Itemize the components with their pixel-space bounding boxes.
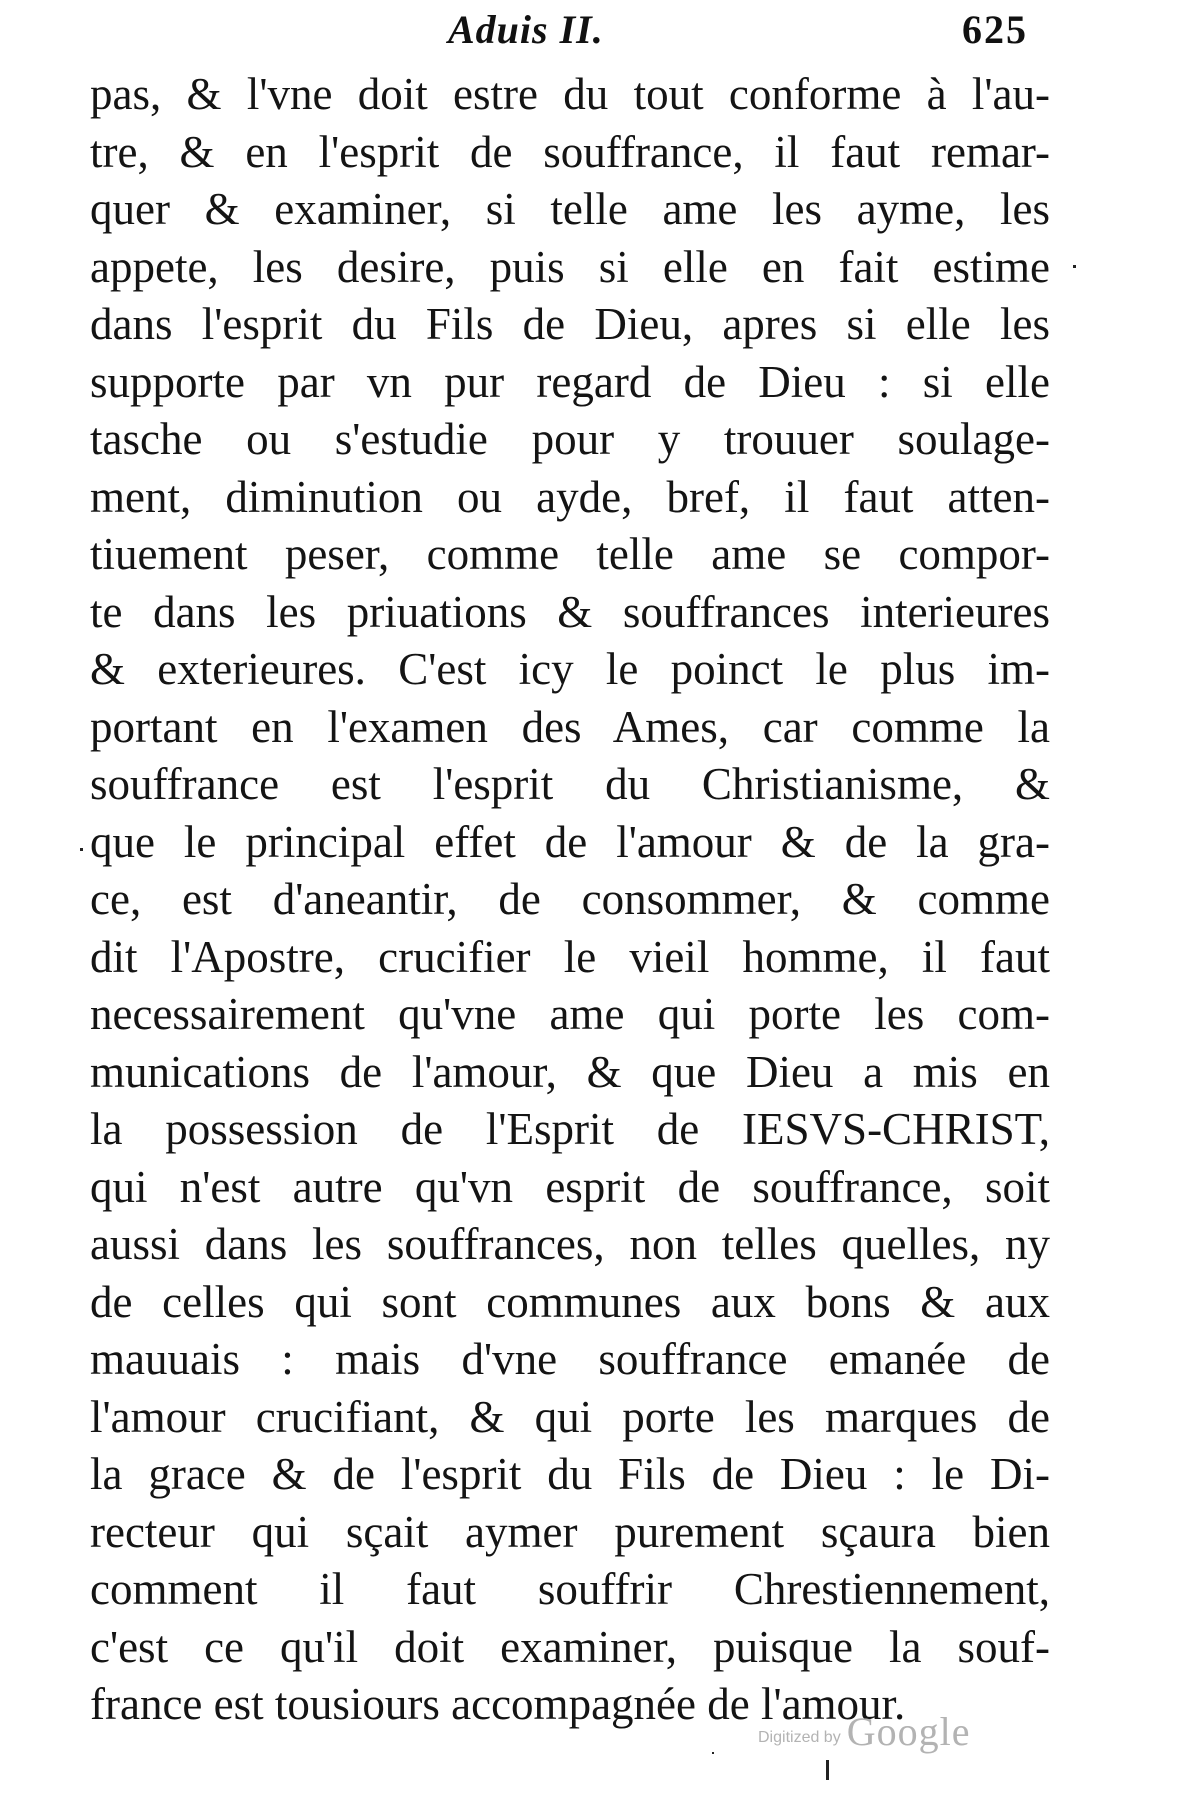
text-line: tre, & en l'esprit de souffrance, il faut remar-: [90, 126, 1050, 177]
text-line: ce, est d'aneantir, de consommer, & comme: [90, 874, 1050, 924]
text-line: dit l'Apostre, crucifier le vieil homme, il faut: [90, 931, 1050, 982]
print-speck: [1073, 265, 1076, 268]
text-line: & exterieures. C'est icy le poinct le plus im-: [90, 644, 1050, 694]
text-line: appete, les desire, puis si elle en fait estime: [90, 241, 1050, 292]
text-line: dans l'esprit du Fils de Dieu, apres si elle les: [90, 299, 1050, 349]
print-speck: [826, 1760, 829, 1780]
digitization-watermark: [758, 1705, 970, 1755]
text-line: mauuais : mais d'vne souffrance emanée de: [90, 1334, 1050, 1384]
text-line: de celles qui sont communes aux bons & aux: [90, 1276, 1050, 1327]
text-line: comment il faut souffrir Chrestiennement,: [90, 1564, 1050, 1614]
text-line: souffrance est l'esprit du Christianisme, &: [90, 759, 1050, 809]
text-line: aussi dans les souffrances, non telles quelles, ny: [90, 1219, 1050, 1269]
text-line: recteur qui sçait aymer purement sçaura bien: [90, 1506, 1050, 1557]
text-line: pas, & l'vne doit estre du tout conforme à l'au-: [90, 69, 1050, 119]
text-line: tasche ou s'estudie pour y trouuer soulage-: [90, 414, 1050, 464]
text-line: munications de l'amour, & que Dieu a mis en: [90, 1046, 1050, 1097]
running-title: Aduis II.: [448, 7, 604, 52]
text-line: qui n'est autre qu'vn esprit de souffrance, soit: [90, 1161, 1050, 1212]
watermark-label: Digitized by: [758, 1729, 841, 1746]
text-line: c'est ce qu'il doit examiner, puisque la souf-: [90, 1621, 1050, 1672]
text-line: quer & examiner, si telle ame les ayme, les: [90, 184, 1050, 234]
watermark-brand: Google: [846, 1709, 971, 1754]
running-head: [88, 6, 1048, 56]
text-line: tiuement peser, comme telle ame se compor-: [90, 529, 1050, 579]
print-speck: [712, 1752, 714, 1754]
text-line: la grace & de l'esprit du Fils de Dieu : le Di-: [90, 1449, 1050, 1499]
text-line: l'amour crucifiant, & qui porte les marques de: [90, 1391, 1050, 1442]
text-line: ment, diminution ou ayde, bref, il faut atten-: [90, 471, 1050, 522]
text-line: portant en l'examen des Ames, car comme la: [90, 701, 1050, 752]
body-text: [90, 66, 1050, 1734]
print-speck: [80, 848, 83, 851]
text-line: france est tousiours accompagnée de l'amour.: [90, 1679, 906, 1729]
text-line: supporte par vn pur regard de Dieu : si elle: [90, 356, 1050, 407]
text-line: te dans les priuations & souffrances interieures: [90, 586, 1050, 637]
text-line: que le principal effet de l'amour & de la gra-: [90, 816, 1050, 867]
text-line: la possession de l'Esprit de IESVS-CHRIST,: [90, 1104, 1050, 1154]
text-line: necessairement qu'vne ame qui porte les com-: [90, 989, 1050, 1039]
page-number: 625: [962, 7, 1028, 52]
